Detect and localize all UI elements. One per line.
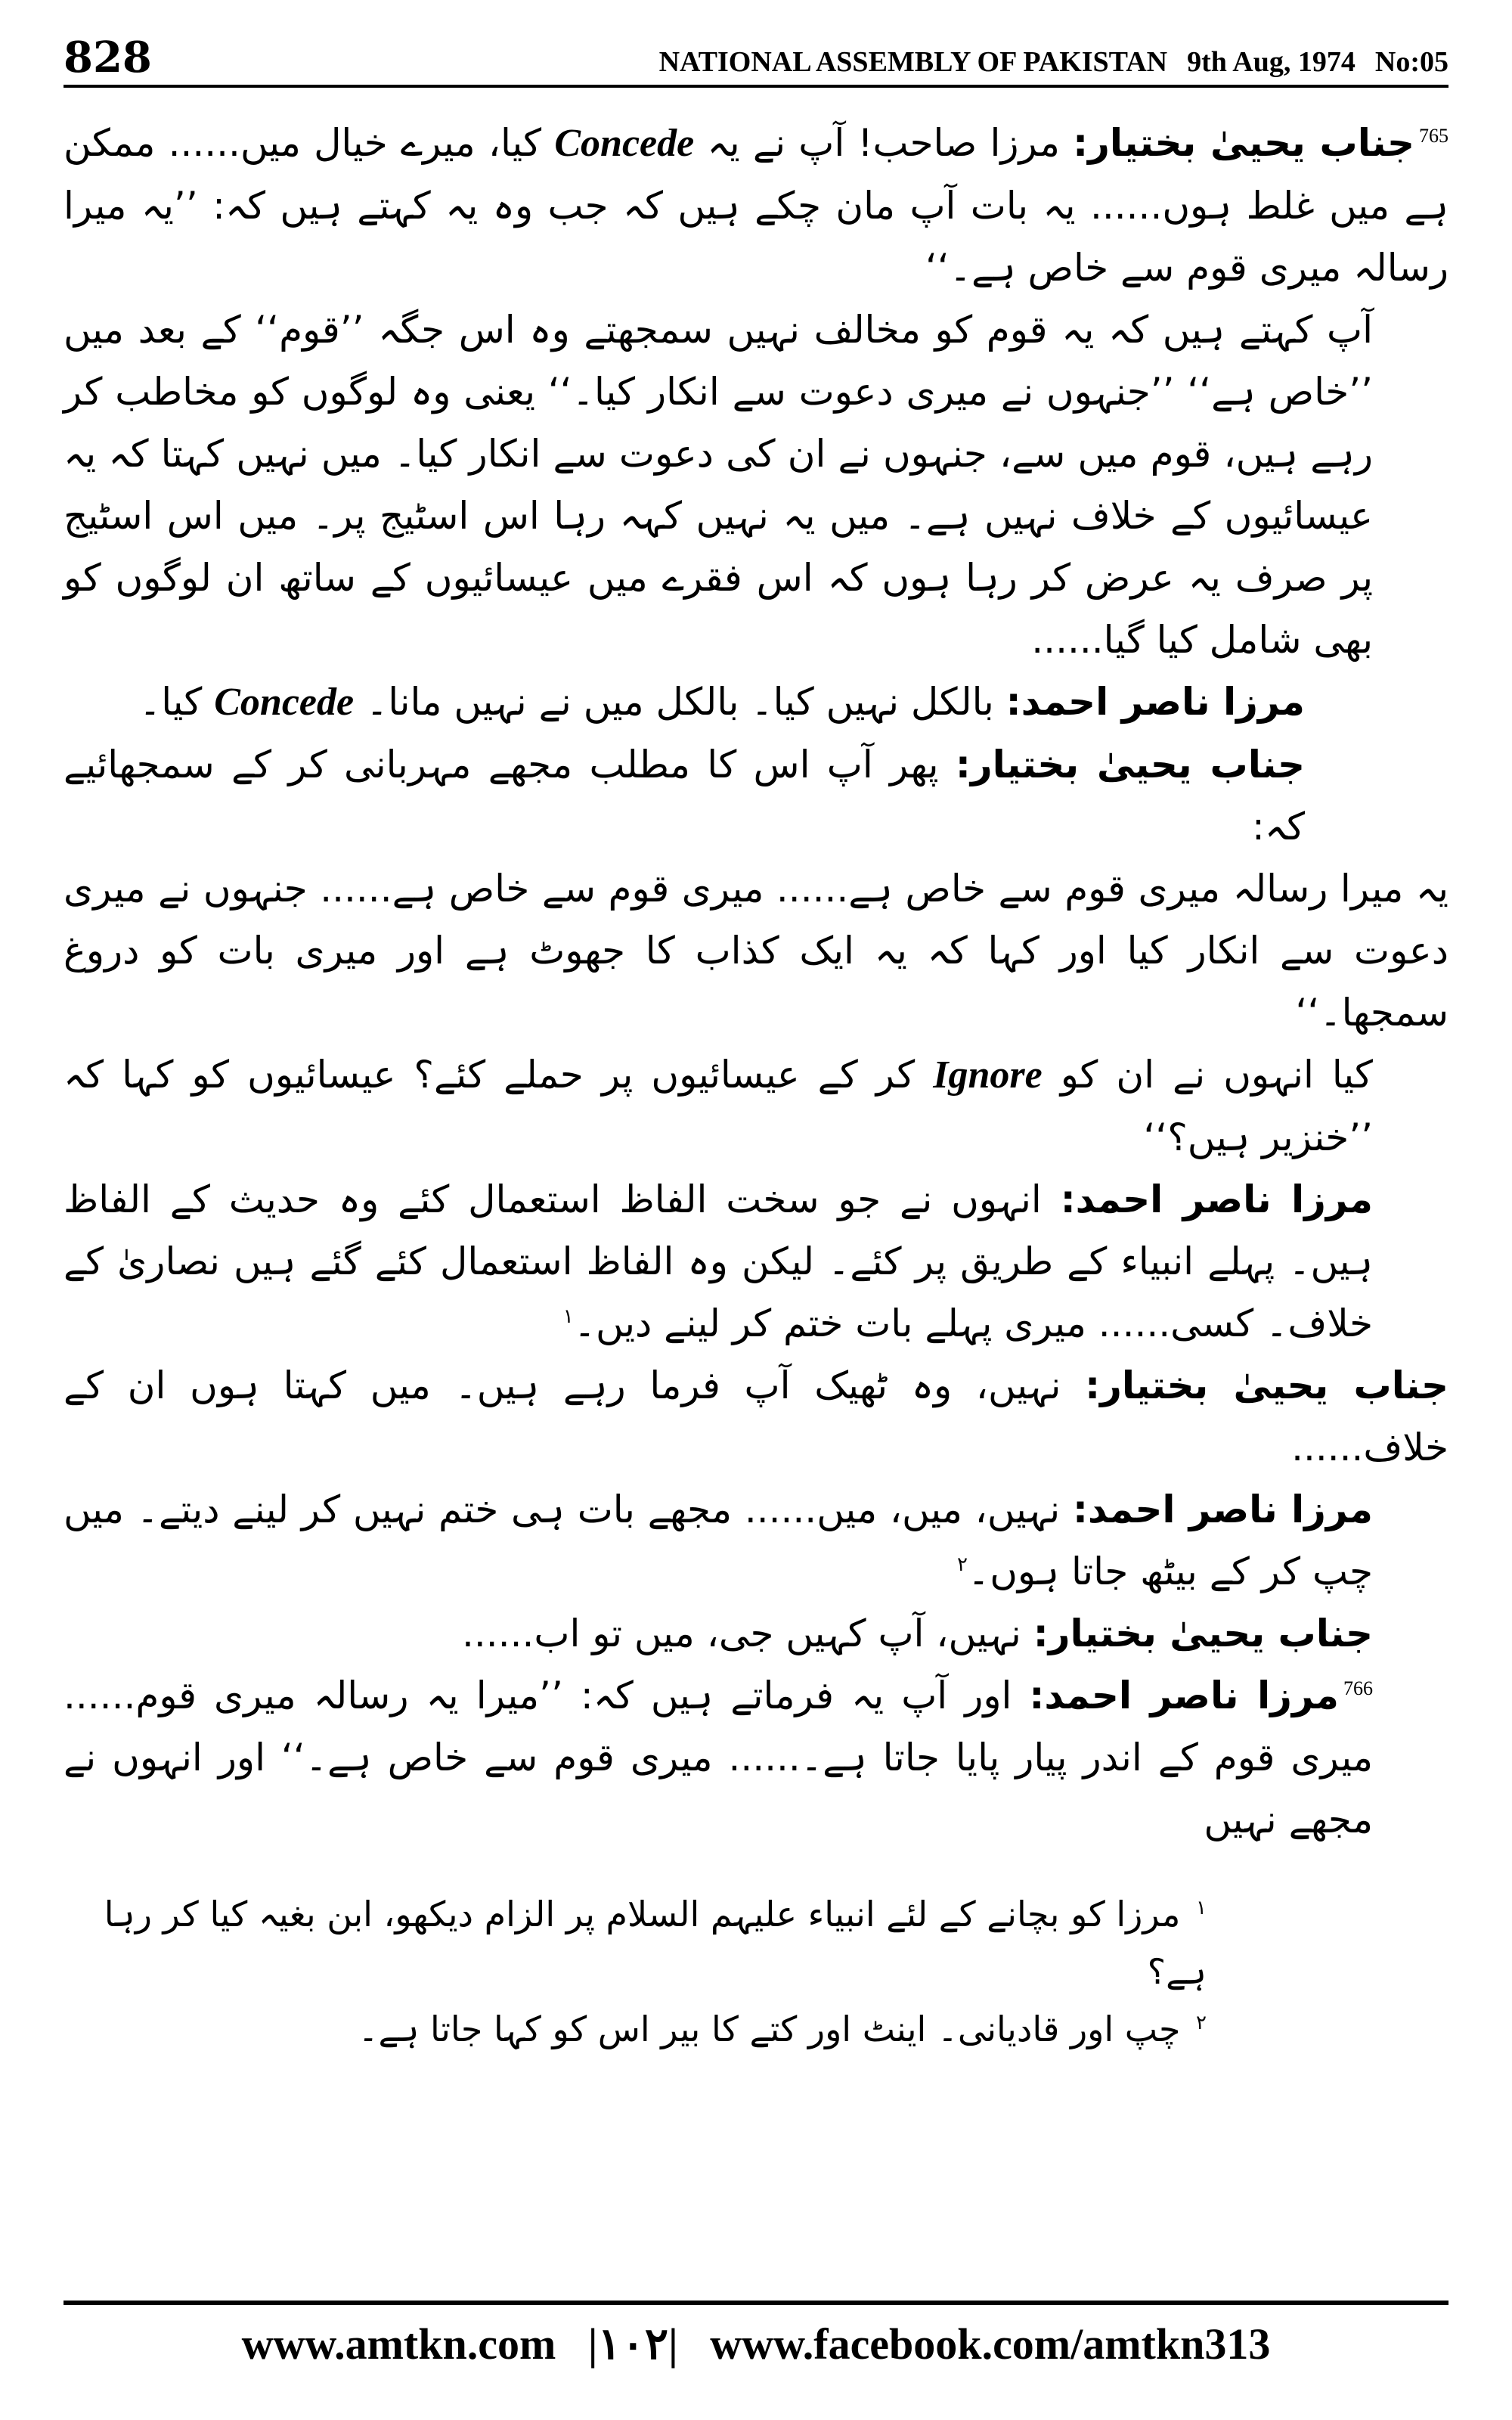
paragraph bbox=[64, 671, 1448, 734]
paragraph bbox=[64, 112, 1448, 299]
paragraph: آپ کہتے ہیں کہ یہ قوم کو مخالف نہیں سمجھتے وہ اس جگہ ’’قوم‘‘ کے بعد میں ’’خاص ہے‘‘ ’’جنہوں نے میری دعوت سے انکار کیا۔‘‘ یعنی وہ لوگوں کو مخاطب کر رہے ہیں، قوم میں سے، جنہوں نے ان کی دعوت سے انکار کیا۔ میں نہیں کہتا کہ یہ عیسائیوں کے خلاف نہیں ہے۔ میں یہ نہیں کہہ رہا اس اسٹیج پر۔ میں اس اسٹیج پر صرف یہ عرض کر رہا ہوں کہ اس فقرے میں عیسائیوں کے ساتھ ان لوگوں کو بھی شامل کیا گیا...... bbox=[64, 308, 1373, 662]
paragraph bbox=[64, 1665, 1448, 1851]
book-page-number: |۱۰۲| bbox=[587, 2319, 678, 2369]
paragraph bbox=[64, 1044, 1448, 1168]
speech-text: پھر آپ اس کا مطلب مجھے مہربانی کر کے سمجھائیے کہ: bbox=[64, 743, 1305, 849]
speech-text: کر کے عیسائیوں پر حملے کئے؟ عیسائیوں کو کہا کہ ’’خنزیر ہیں؟‘‘ bbox=[64, 1053, 1373, 1159]
speaker-name: جناب یحییٰ بختیار: bbox=[1085, 1364, 1448, 1407]
footnote-ref: ۲ bbox=[956, 1553, 968, 1576]
speaker-name: مرزا ناصر احمد: bbox=[1005, 680, 1305, 724]
header-rule bbox=[64, 85, 1448, 88]
paragraph bbox=[64, 734, 1448, 858]
english-term: Concede bbox=[554, 122, 695, 165]
paragraph bbox=[64, 1602, 1448, 1665]
speaker-name: مرزا ناصر احمد: bbox=[1060, 1177, 1373, 1221]
publication-title: NATIONAL ASSEMBLY OF PAKISTAN bbox=[658, 46, 1168, 78]
speaker-name: مرزا ناصر احمد: bbox=[1029, 1674, 1339, 1717]
footer-rule bbox=[64, 2301, 1448, 2305]
transcript-body bbox=[64, 112, 1448, 2214]
footnote-number: ۱ bbox=[1196, 1896, 1207, 1919]
speech-text: اور آپ یہ فرماتے ہیں کہ: ’’میرا یہ رسالہ میری قوم...... میری قوم کے اندر پیار پایا جاتا ہے۔...... میری قوم سے خاص ہے۔‘‘ اور انہوں نے مجھے نہیں bbox=[64, 1674, 1373, 1841]
speech-text: کیا۔ bbox=[138, 680, 203, 724]
issue-number: No:05 bbox=[1374, 46, 1448, 78]
page-marker: 766 bbox=[1343, 1677, 1373, 1700]
paragraph bbox=[64, 1168, 1448, 1354]
session-date: 9th Aug, 1974 bbox=[1187, 46, 1356, 78]
speech-text: بالکل نہیں کیا۔ بالکل میں نے نہیں مانا۔ bbox=[366, 680, 994, 724]
page-footer bbox=[64, 2314, 1448, 2375]
running-head bbox=[640, 44, 1448, 80]
footnote-text: چپ اور قادیانی۔ اینٹ اور کتے کا بیر اس کو کہا جاتا ہے۔ bbox=[358, 2009, 1181, 2049]
speech-text: کیا انہوں نے ان کو bbox=[1060, 1053, 1373, 1097]
footnote-ref: ۱ bbox=[562, 1305, 574, 1328]
facebook-link[interactable]: www.facebook.com/amtkn313 bbox=[710, 2319, 1271, 2369]
page-number: 828 bbox=[64, 33, 152, 82]
footnote bbox=[64, 1885, 1448, 2000]
website-link[interactable]: www.amtkn.com bbox=[241, 2319, 556, 2369]
page-marker: 765 bbox=[1419, 125, 1449, 147]
paragraph bbox=[64, 1478, 1448, 1602]
speaker-name: جناب یحییٰ بختیار: bbox=[955, 743, 1305, 786]
footnote-text: مرزا کو بچانے کے لئے انبیاء علیہم السلام پر الزام دیکھو، ابن بغیہ کیا کر رہا ہے؟ bbox=[104, 1894, 1207, 1992]
footnote-number: ۲ bbox=[1196, 2011, 1207, 2034]
speaker-name: جناب یحییٰ بختیار: bbox=[1073, 121, 1415, 165]
paragraph bbox=[64, 1354, 1448, 1478]
speaker-name: جناب یحییٰ بختیار: bbox=[1033, 1612, 1373, 1655]
english-term: Concede bbox=[214, 681, 355, 724]
speech-text: مرزا صاحب! آپ نے یہ bbox=[707, 121, 1060, 165]
speech-text: کیا، میرے خیال میں...... ممکن ہے میں غلط ہوں...... یہ بات آپ مان چکے ہیں کہ جب وہ یہ کہتے ہیں کہ: ’’یہ میرا رسالہ میری قوم سے خاص ہے۔‘‘ bbox=[64, 121, 1448, 290]
footnote bbox=[64, 2000, 1448, 2058]
speech-text: انہوں نے جو سخت الفاظ استعمال کئے وہ حدیث کے الفاظ ہیں۔ پہلے انبیاء کے طریق پر کئے۔ لیکن وہ الفاظ استعمال کئے گئے ہیں نصاریٰ کے خلاف۔ کسی...... میری پہلے بات ختم کر لینے دیں۔ bbox=[64, 1177, 1373, 1345]
speech-text: نہیں، وہ ٹھیک آپ فرما رہے ہیں۔ میں کہتا ہوں ان کے خلاف...... bbox=[64, 1364, 1448, 1469]
english-term: Ignore bbox=[933, 1053, 1043, 1097]
speaker-name: مرزا ناصر احمد: bbox=[1072, 1488, 1373, 1531]
speech-text: نہیں، آپ کہیں جی، میں تو اب...... bbox=[462, 1612, 1021, 1655]
speech-text: نہیں، میں، میں...... مجھے بات ہی ختم نہیں کر لینے دیتے۔ میں چپ کر کے بیٹھ جاتا ہوں۔ bbox=[64, 1488, 1373, 1593]
footnote-gap bbox=[64, 1851, 1448, 1885]
quotation: یہ میرا رسالہ میری قوم سے خاص ہے...... میری قوم سے خاص ہے...... جنہوں نے میری دعوت سے انکار کیا اور کہا کہ یہ ایک کذاب کا جھوٹ ہے اور میری بات کو دروغ سمجھا۔‘‘ bbox=[64, 867, 1448, 1035]
